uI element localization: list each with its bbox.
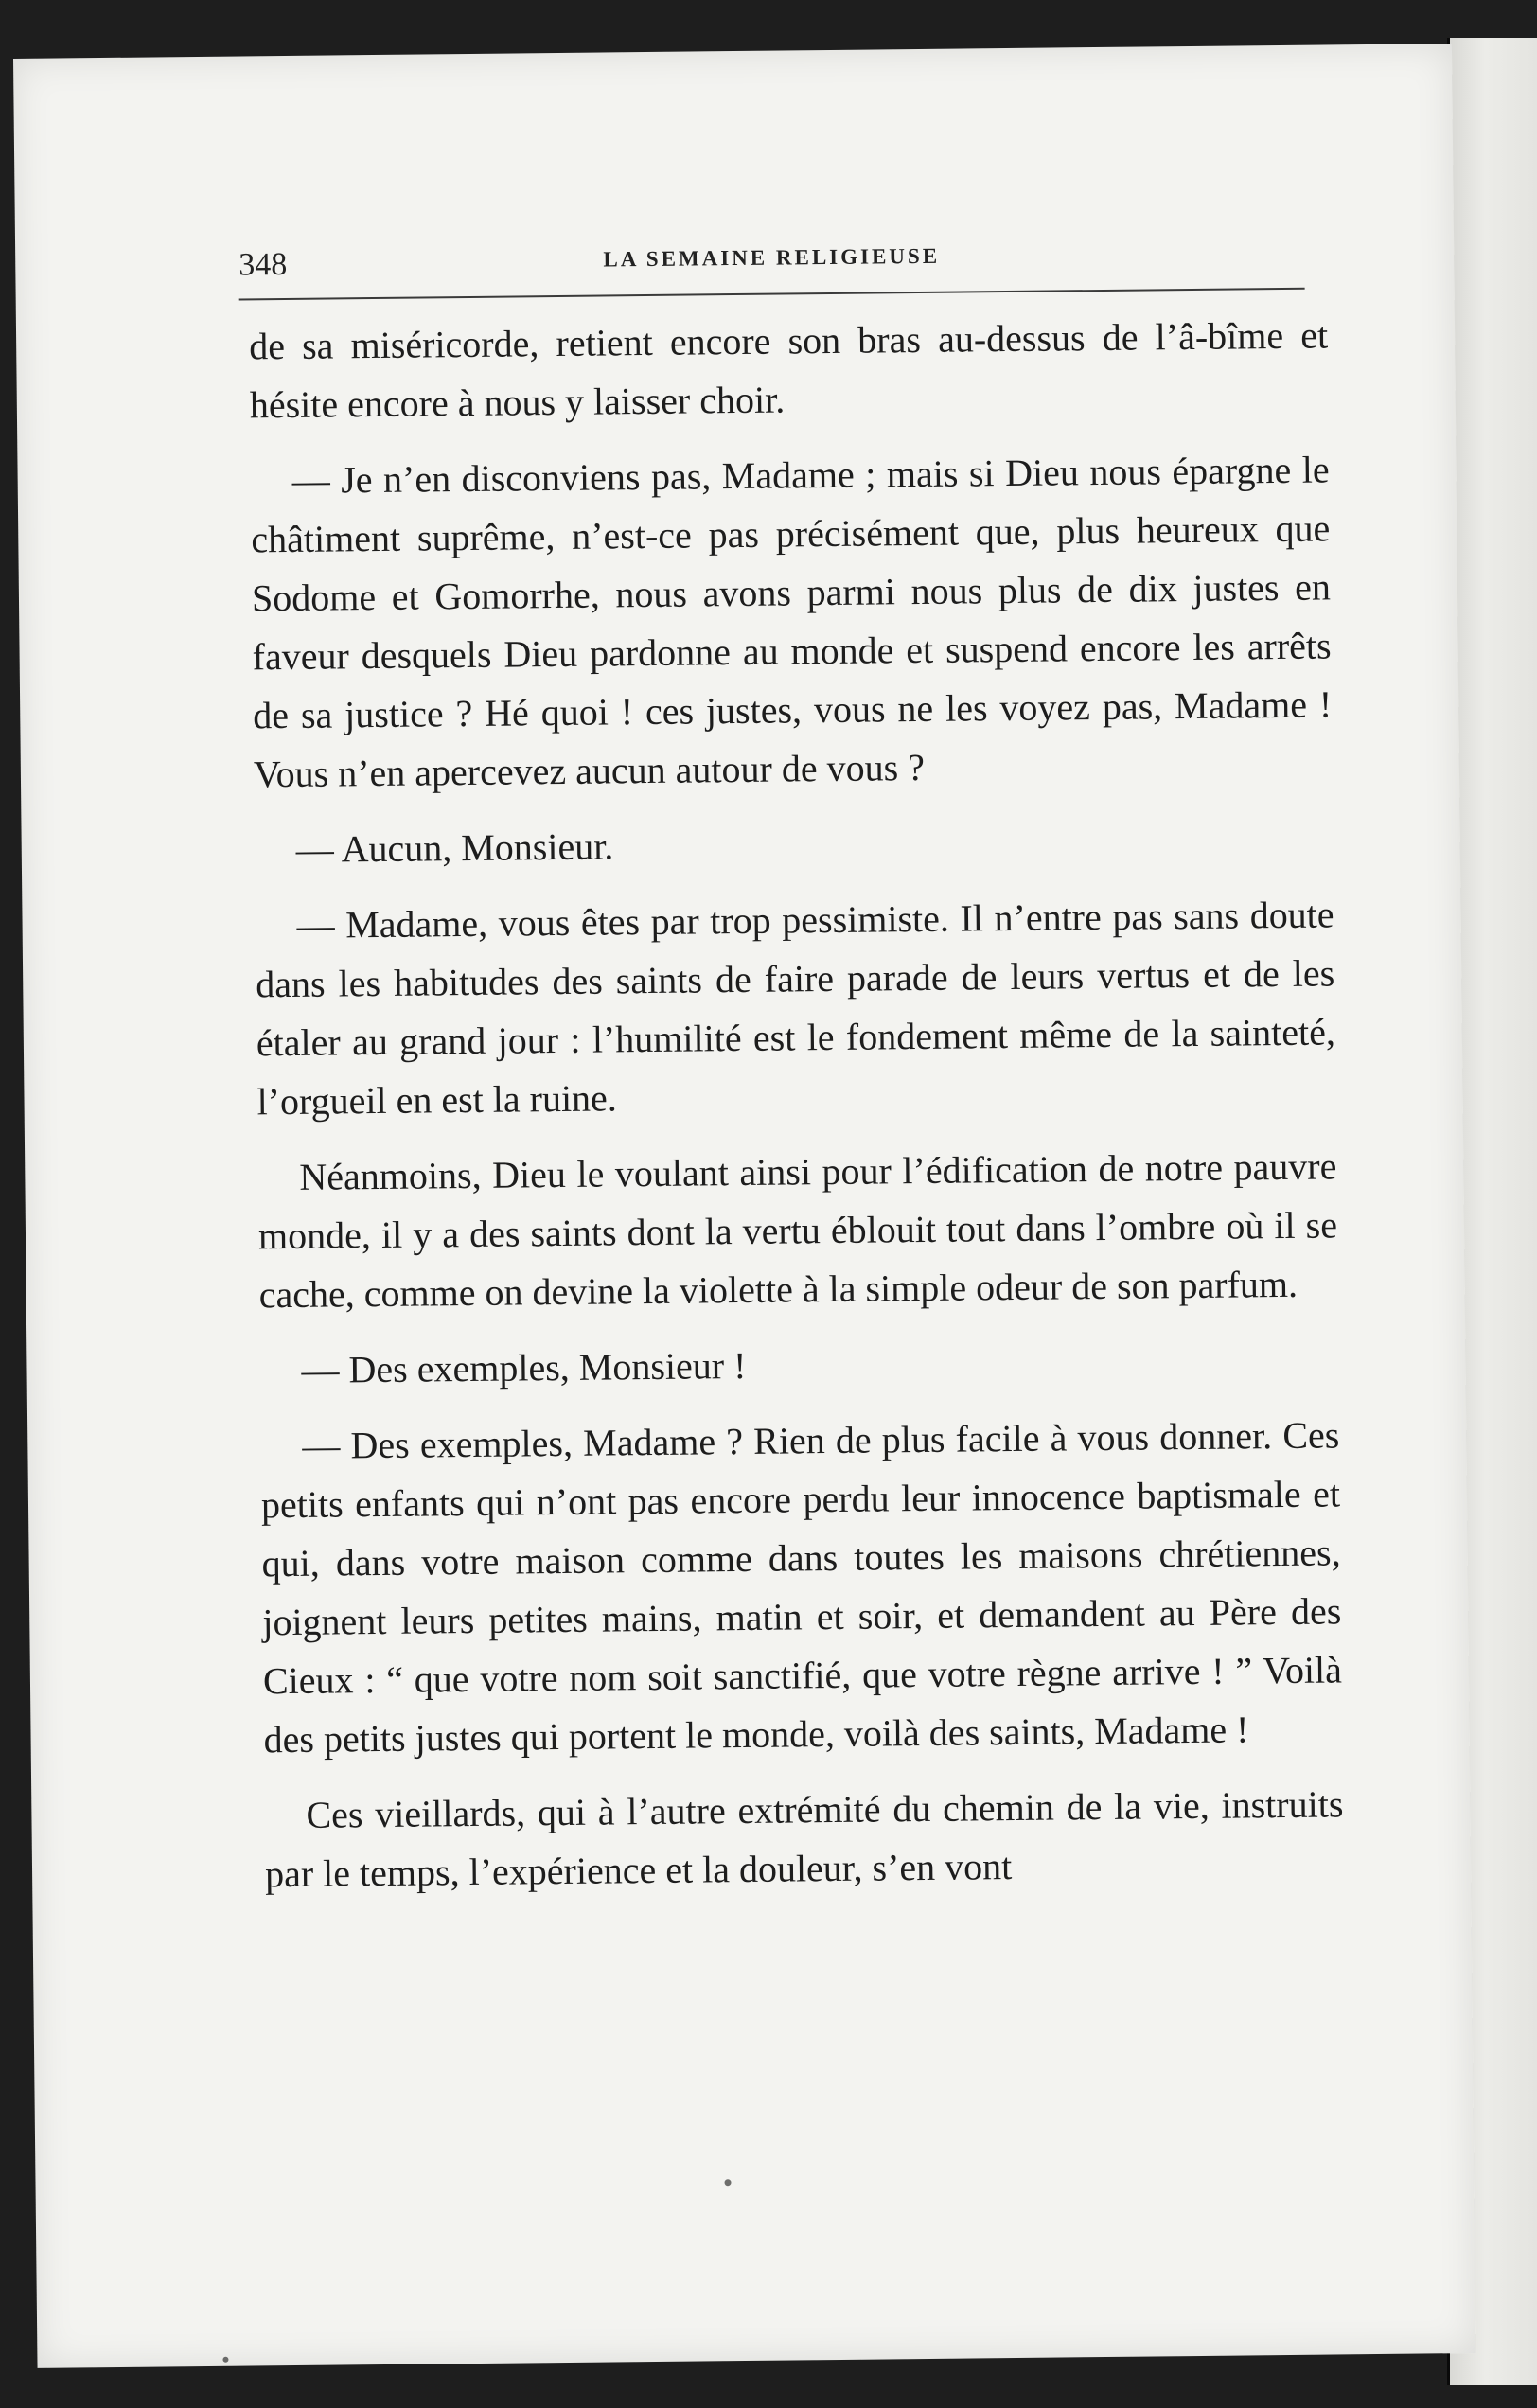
ink-speck (222, 2357, 228, 2363)
paragraph-6: — Des exemples, Monsieur ! (301, 1343, 747, 1391)
paragraph-7: — Des exemples, Madame ? Rien de plus facile à vous donner. Ces petits enfants qui n’ont pas encore perdu leur innocence baptismale et qui, dans votre maison comme dans toutes les maisons chrétiennes, joignent leurs petites mains, matin et soir, et demandent au Père des Cieux : “ que votre nom soit sanctifié, que votre règne arrive ! ” Voilà des petits justes qui portent le monde, voilà des saints, Madame ! (260, 1413, 1343, 1762)
page-header (238, 231, 1305, 301)
paragraph-4: — Madame, vous êtes par trop pessimiste. Il n’entre pas sans doute dans les habitudes des saints de faire parade de leurs vertus et de les étaler au grand jour : l’humilité est le fondement même de la sainteté, l’orgueil en est la ruine. (256, 893, 1336, 1124)
paragraph-3: — Aucun, Monsieur. (295, 824, 614, 871)
running-title: LA SEMAINE RELIGIEUSE (603, 243, 941, 272)
paragraph-8: Ces vieillards, qui à l’autre extrémité du chemin de la vie, instruits par le temps, l’expérience et la douleur, s’en vont (264, 1782, 1344, 1896)
book-page (13, 44, 1475, 2368)
ink-speck (725, 2179, 732, 2186)
paragraph-2: — Je n’en disconviens pas, Madame ; mais si Dieu nous épargne le châtiment suprême, n’est-ce pas précisément que, plus heureux que Sodome et Gomorrhe, nous avons parmi nous plus de dix justes en faveur desquels Dieu pardonne au monde et suspend encore les arrêts de sa justice ? Hé quoi ! ces justes, vous ne les voyez pas, Madame ! Vous n’en apercevez aucun autour de vous ? (251, 448, 1333, 796)
paragraph-5: Néanmoins, Dieu le voulant ainsi pour l’édification de notre pauvre monde, il y a des saints dont la vertu éblouit tout dans l’ombre où il se cache, comme on devine la violette à la simple odeur de son parfum. (257, 1144, 1338, 1317)
paragraph-1: de sa miséricorde, retient encore son bras au-dessus de l’â-bîme et hésite encore à nous y laisser choir. (248, 313, 1329, 427)
page-number: 348 (238, 246, 288, 283)
body-text (249, 306, 1345, 1921)
